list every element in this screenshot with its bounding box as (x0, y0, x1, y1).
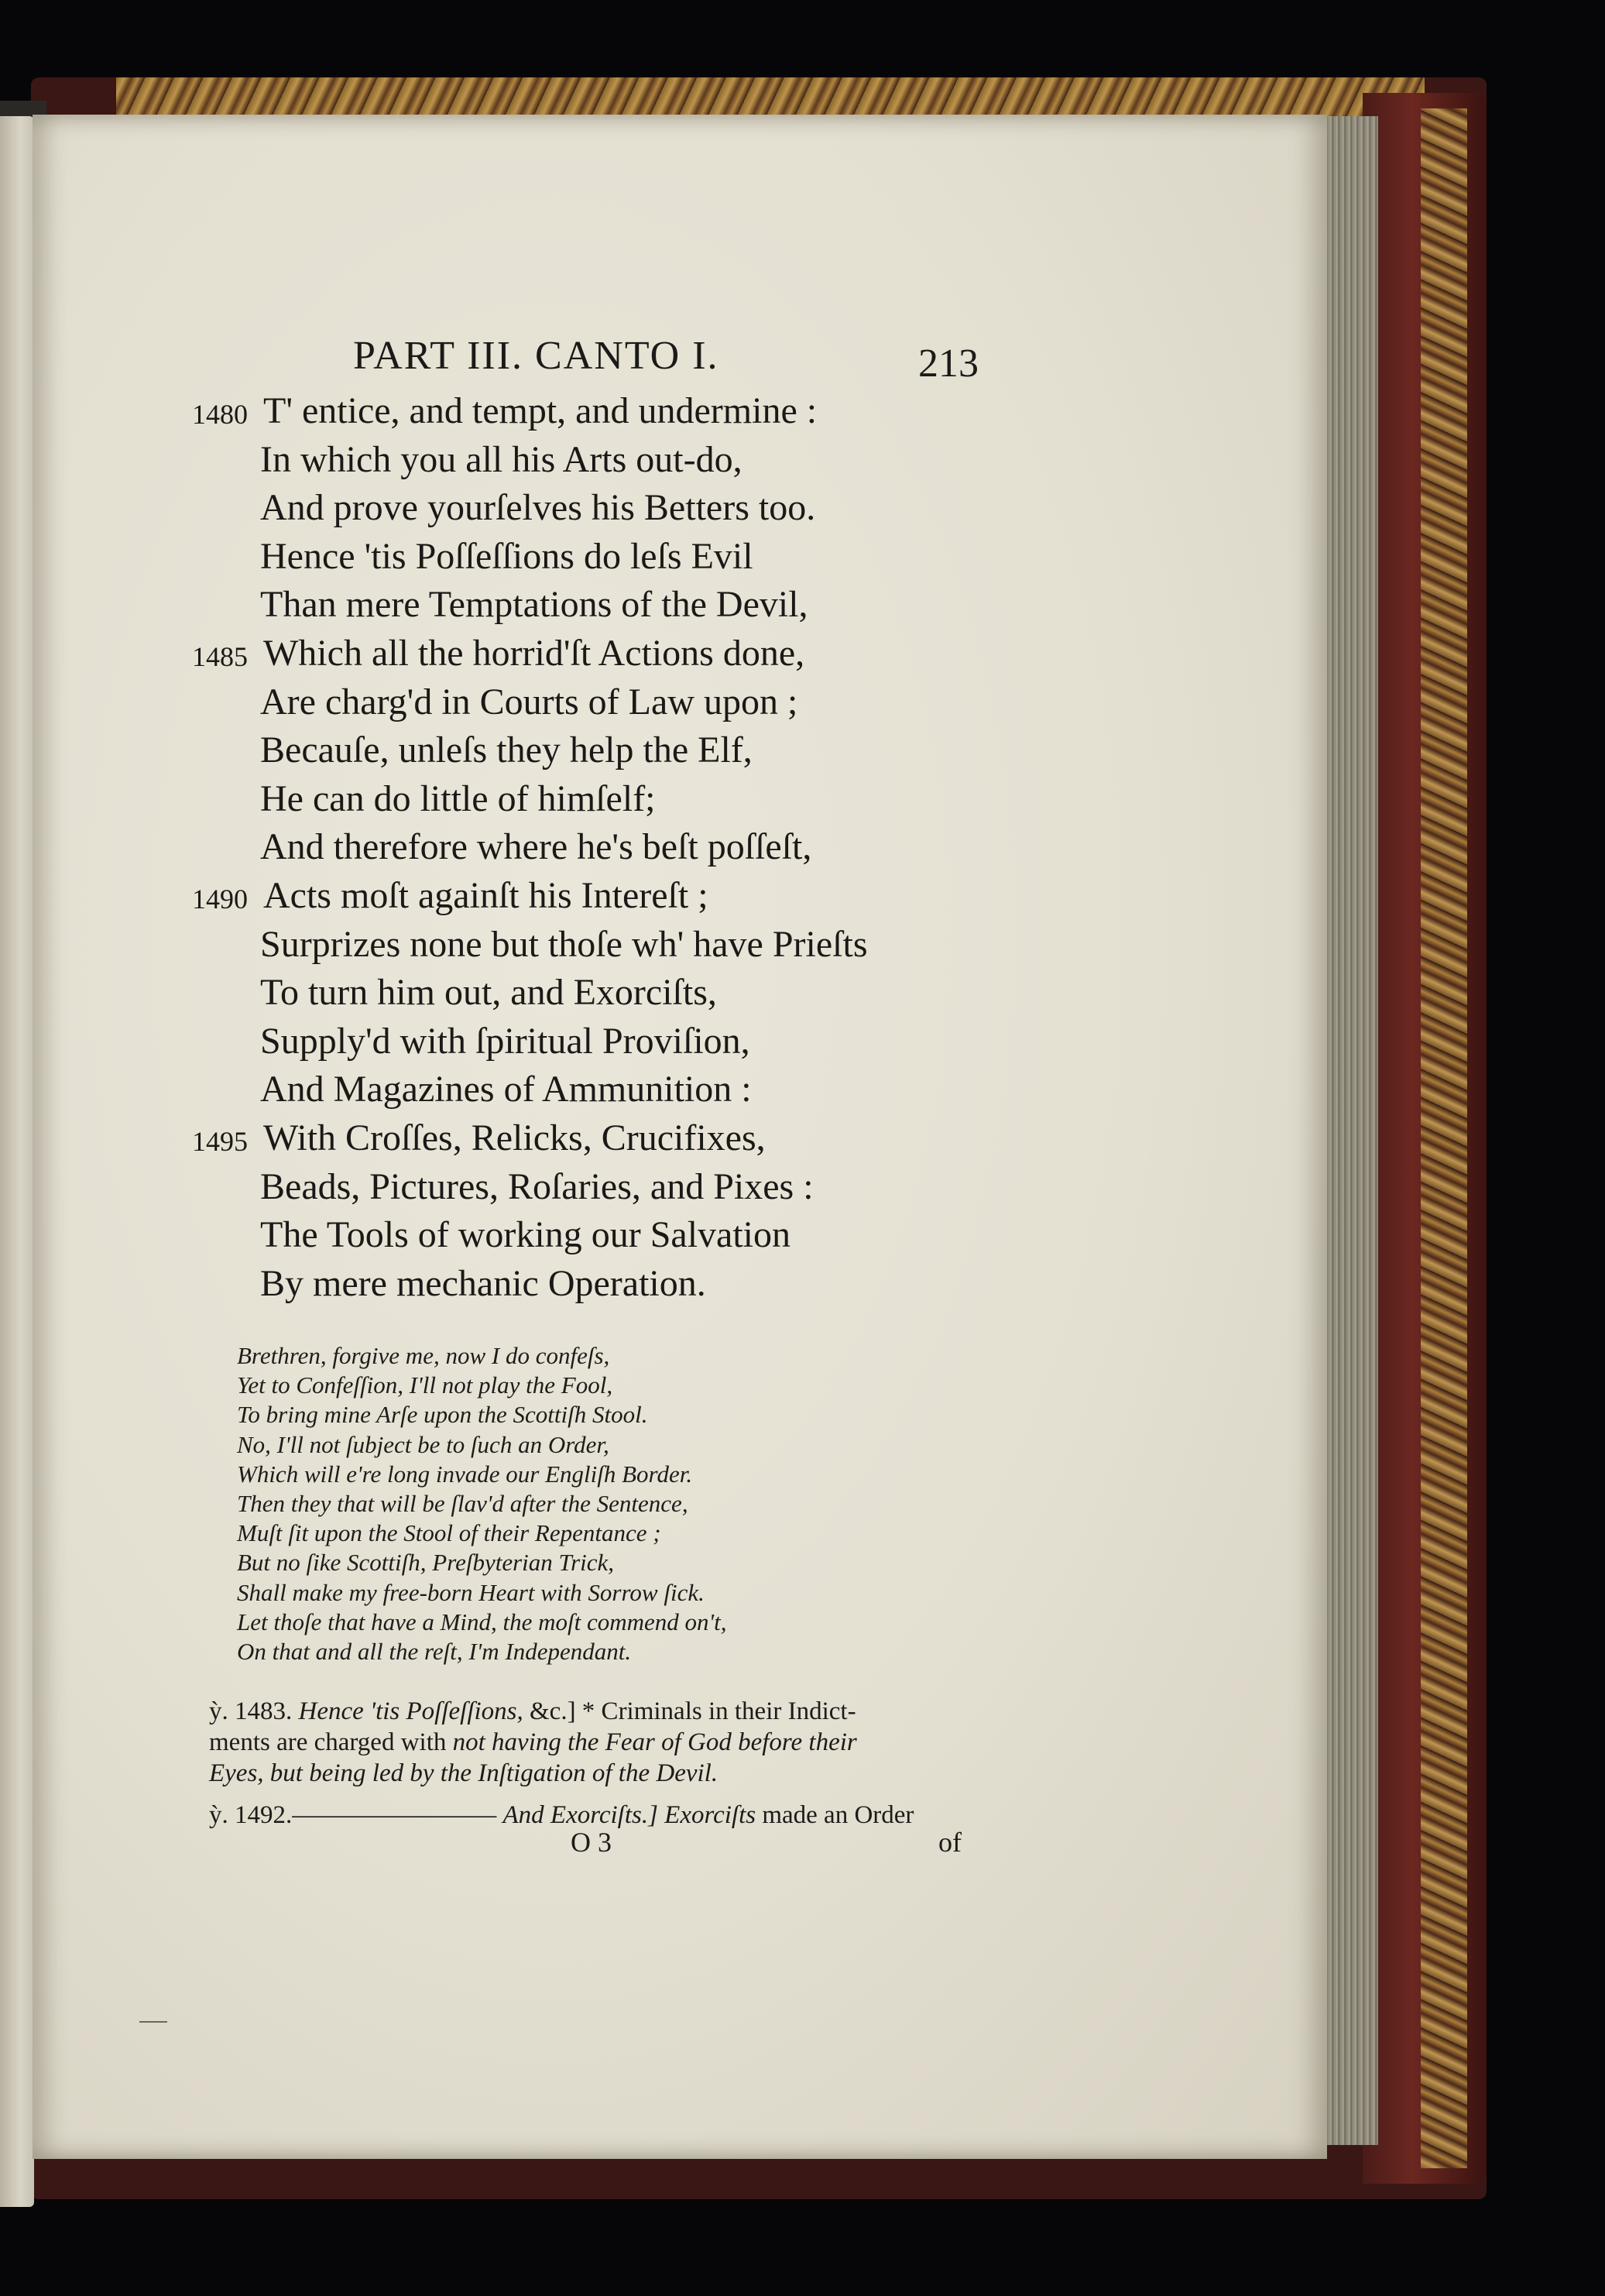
verse-text: Surprizes none but thoſe wh' have Prieſts (260, 923, 868, 965)
verse-line (186, 1114, 1007, 1163)
verse-text: In which you all his Arts out-do, (260, 438, 742, 480)
footnote-text: ments are charged with (209, 1728, 447, 1756)
footnote-italic-text: Exorciſts (664, 1801, 756, 1829)
quote-line: Let thoſe that have a Mind, the moſt commend on't, (237, 1608, 727, 1635)
footnote-ref: ỳ. 1483. (209, 1697, 293, 1725)
quote-line: But no ſike Scottiſh, Preſbyterian Trick, (237, 1549, 615, 1577)
printer-mark (139, 2021, 167, 2023)
verse-line (186, 775, 1007, 824)
page-number: 213 (918, 341, 979, 386)
footnote-1483-line-2 (209, 1727, 968, 1758)
footnote-italic-text: not having the Fear of God before their (452, 1728, 857, 1756)
verse-line (186, 1163, 1007, 1212)
quote-line: To bring mine Arſe upon the Scottiſh Stool. (237, 1401, 648, 1429)
verse-line (186, 1260, 1007, 1309)
verse-text: The Tools of working our Salvation (260, 1214, 791, 1256)
verse-text: With Croſſes, Relicks, Crucifixes, (263, 1117, 766, 1158)
verse-line (186, 533, 1007, 582)
signature-mark: O 3 (571, 1827, 612, 1858)
verse-line (186, 1211, 1007, 1260)
quote-line: Muſt ſit upon the Stool of their Repentance ; (237, 1519, 661, 1547)
verse-line (186, 969, 1007, 1018)
verse-text: Are charg'd in Courts of Law upon ; (260, 681, 798, 722)
line-number: 1495 (192, 1125, 248, 1157)
catchword: of (938, 1827, 962, 1858)
verse-text: And prove yourſelves his Betters too. (260, 487, 816, 529)
verse-text: Acts moſt againſt his Intereſt ; (263, 874, 708, 916)
verse-text: By mere mechanic Operation. (260, 1262, 706, 1304)
verse-text: T' entice, and tempt, and undermine : (263, 390, 818, 431)
verse-block (186, 387, 1007, 1308)
verse-text: Than mere Temptations of the Devil, (260, 584, 808, 626)
quote-line: Shall make my free-born Heart with Sorrow ſick. (237, 1578, 705, 1606)
footnote-ref: ỳ. 1492. (209, 1801, 293, 1829)
quote-line: Brethren, forgive me, now I do confeſs, (237, 1342, 610, 1369)
verse-text: Becauſe, unleſs they help the Elf, (260, 729, 753, 771)
footnote-text: &c.] * Criminals in their Indict- (530, 1697, 856, 1725)
footnotes (209, 1696, 968, 1831)
verse-line (186, 387, 1007, 436)
footnote-dash: ———————— (292, 1801, 497, 1829)
verse-text: Supply'd with ſpiritual Proviſion, (260, 1020, 750, 1062)
verse-text: To turn him out, and Exorciſts, (260, 972, 717, 1014)
verse-line (186, 872, 1007, 921)
verse-line (186, 630, 1007, 678)
footnote-text: made an Order (762, 1801, 914, 1829)
verse-line (186, 484, 1007, 533)
left-page (0, 116, 34, 2207)
quote-line: Then they that will be ſlav'd after the Sentence, (237, 1490, 688, 1518)
quote-line: Yet to Confeſſion, I'll not play the Fool, (237, 1371, 613, 1399)
verse-text: And Magazines of Ammunition : (260, 1069, 752, 1110)
note-quotation (237, 1341, 895, 1666)
quote-line: On that and all the reſt, I'm Independant. (237, 1638, 632, 1666)
running-head: PART III. CANTO I. (353, 334, 719, 378)
verse-text: He can do little of himſelf; (260, 777, 656, 819)
footnote-1483-line-1 (209, 1696, 968, 1727)
line-number: 1480 (192, 399, 248, 430)
quote-line: Which will e're long invade our Engliſh Border. (237, 1460, 693, 1488)
gilt-border-right (1421, 108, 1467, 2168)
verse-line (186, 921, 1007, 970)
verse-line (186, 1018, 1007, 1066)
footnote-lemma: Hence 'tis Poſſeſſions, (298, 1697, 523, 1725)
verse-line (186, 823, 1007, 872)
line-number: 1485 (192, 640, 248, 672)
quote-line: No, I'll not ſubject be to ſuch an Order, (237, 1430, 609, 1458)
line-number: 1490 (192, 883, 248, 915)
verse-text: Which all the horrid'ſt Actions done, (263, 632, 805, 674)
verse-line (186, 678, 1007, 727)
verse-text: And therefore where he's beſt poſſeſt, (260, 826, 812, 868)
footnote-italic-text: Eyes, but being led by the Inſtigation of the Devil. (209, 1759, 718, 1787)
verse-line (186, 436, 1007, 485)
footnote-1483-line-3 (209, 1758, 968, 1789)
verse-line (186, 726, 1007, 775)
verse-line (186, 1066, 1007, 1114)
verse-text: Beads, Pictures, Roſaries, and Pixes : (260, 1165, 814, 1207)
verse-text: Hence 'tis Poſſeſſions do leſs Evil (260, 535, 753, 577)
footnote-lemma: And Exorciſts.] (502, 1801, 658, 1829)
verse-line (186, 581, 1007, 630)
